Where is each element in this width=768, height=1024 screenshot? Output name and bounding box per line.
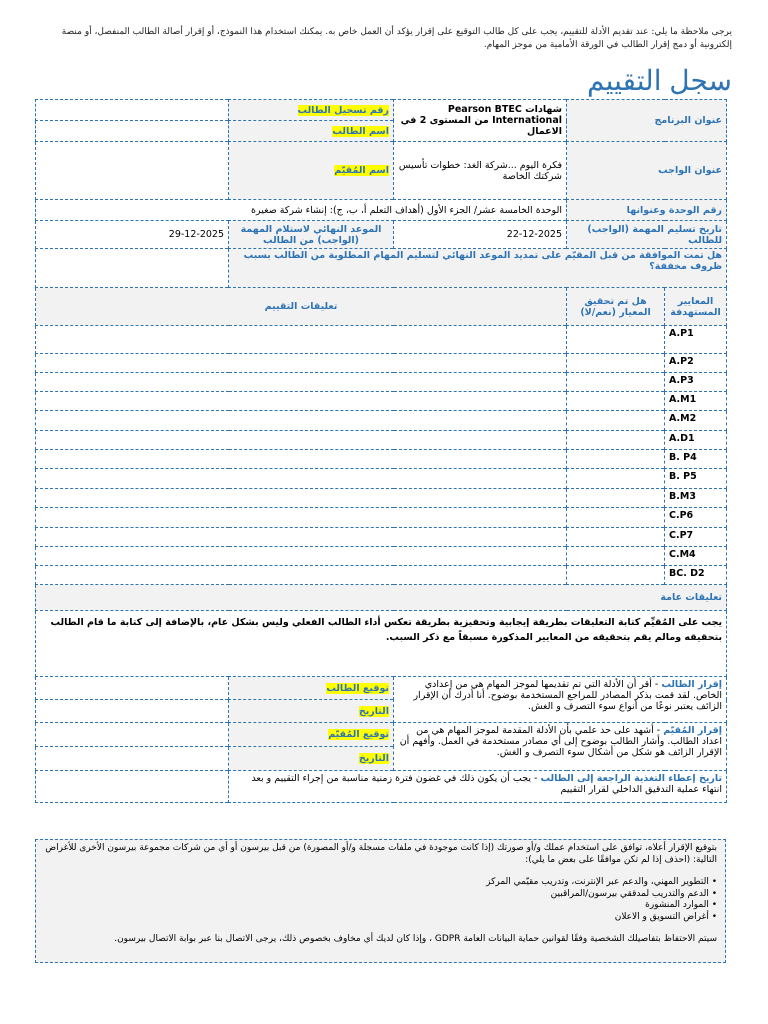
achieved-field[interactable] (567, 431, 665, 450)
criterion-code: C.M4 (665, 547, 727, 566)
general-comments-label: تعليقات عامة (36, 585, 727, 611)
comment-field[interactable] (36, 392, 567, 411)
table-row (36, 469, 727, 489)
table-row (36, 392, 727, 411)
program-value: شهادات Pearson BTEC International من المستوى 2 في الاعمال (394, 100, 567, 142)
consent-list (44, 877, 717, 923)
comment-field[interactable] (36, 354, 567, 373)
student-signature-field[interactable] (36, 677, 229, 700)
table-row (36, 489, 727, 508)
assessor-declaration-title: إقرار المُقيّم (663, 725, 723, 736)
criterion-code: C.P7 (665, 528, 727, 547)
criterion-code: A.P1 (665, 326, 727, 354)
student-name-label: اسم الطالب (332, 125, 389, 137)
feedback-return-title: تاريخ إعطاء التغذية الراجعة إلى الطالب (540, 773, 723, 784)
comment-field[interactable] (36, 431, 567, 450)
achieved-field[interactable] (567, 469, 665, 489)
consent-box (35, 839, 726, 963)
table-row (36, 508, 727, 528)
issue-date-value: 22-12-2025 (394, 221, 567, 249)
criterion-code: B. P5 (665, 469, 727, 489)
table-row (36, 411, 727, 431)
assessor-declaration-text: - أشهد على حد علمي بأن الأدلة المقدمة لموجز المهام هي من اعداد الطالب. وأشار الطالب بوضوح إلى أي مصادر مستخدمة في العمل. وأفهم أن الإقرار الزائف هو شكل من أشكال سوء التصرف و الغش. (399, 725, 723, 758)
achieved-field[interactable] (567, 392, 665, 411)
table-row (36, 450, 727, 469)
assessor-signature-field[interactable] (36, 723, 229, 747)
assessor-name-label-cell (229, 142, 394, 200)
table-row (36, 566, 727, 585)
criterion-code: B. P4 (665, 450, 727, 469)
assessor-sign-label-cell (229, 723, 394, 747)
criterion-code: B.M3 (665, 489, 727, 508)
student-declaration-text: - أقر أن الأدلة التي تم تقديمها لموجز المهام هي من إعدادي الخاص. لقد قمت بذكر المصادر للمراجع المستخدمة بوضوح. أنا أدرك أن الإقرار الزائف يعتبر نوعًا من أنواع سوء التصرف و الغش. (413, 679, 723, 712)
comment-field[interactable] (36, 469, 567, 489)
student-sign-label: توقيع الطالب (326, 682, 389, 694)
student-name-field[interactable] (36, 121, 229, 142)
achieved-field[interactable] (567, 489, 665, 508)
deadline-label: الموعد النهائي لاستلام المهمة (الواجب) من الطالب (229, 221, 394, 249)
achieved-field[interactable] (567, 450, 665, 469)
assignment-label: عنوان الواجب (567, 142, 727, 200)
achieved-field[interactable] (567, 547, 665, 566)
comment-field[interactable] (36, 450, 567, 469)
list-item: • الدعم والتدريب لمدققي بيرسون/المراقبين (44, 889, 717, 901)
comment-field[interactable] (36, 489, 567, 508)
achieved-header: هل تم تحقيق المعيار (نعم/لا) (567, 288, 665, 326)
gdpr-notice: سيتم الاحتفاظ بتفاصيلك الشخصية وفقًا لقوانين حماية البيانات العامة GDPR ، وإذا كان لديك أي مخاوف بخصوص ذلك، يرجى الاتصال بنا عبر بوابة الاتصال بيرسون. (114, 934, 717, 944)
list-item: • أغراض التسويق و الاعلان (44, 912, 717, 924)
deadline-value: 29-12-2025 (36, 221, 229, 249)
list-item: • الموارد المنشورة (44, 900, 717, 912)
unit-value: الوحدة الخامسة عشر/ الجزء الأول (أهداف التعلم أ، ب، ج): إنشاء شركة صغيرة (36, 200, 567, 221)
achieved-field[interactable] (567, 528, 665, 547)
table-row (36, 431, 727, 450)
assessor-name-label: اسم المُقيّم (334, 165, 389, 176)
issue-date-label: تاريخ تسليم المهمة (الواجب) للطالب (567, 221, 727, 249)
comment-field[interactable] (36, 373, 567, 392)
assignment-value: فكرة اليوم ...شركة الغد: خطوات تأسيس شركتك الخاصة (394, 142, 567, 200)
student-name-label-cell (229, 121, 394, 142)
page-title: سجل التقييم (587, 65, 732, 96)
comments-header: تعليقات التقييم (36, 288, 567, 326)
criterion-code: A.P3 (665, 373, 727, 392)
table-row (36, 354, 727, 373)
comment-field[interactable] (36, 326, 567, 354)
achieved-field[interactable] (567, 326, 665, 354)
criterion-code: A.M2 (665, 411, 727, 431)
student-date-field[interactable] (36, 700, 229, 723)
criterion-code: BC. D2 (665, 566, 727, 585)
assessor-date-field[interactable] (36, 747, 229, 771)
achieved-field[interactable] (567, 508, 665, 528)
student-declaration (394, 677, 727, 723)
comment-field[interactable] (36, 547, 567, 566)
table-row (36, 326, 727, 354)
table-row (36, 547, 727, 566)
criterion-code: C.P6 (665, 508, 727, 528)
list-item: • التطوير المهني، والدعم عبر الإنترنت، وتدريب مقيّمي المركز (44, 877, 717, 889)
criterion-code: A.D1 (665, 431, 727, 450)
achieved-field[interactable] (567, 373, 665, 392)
criterion-code: A.M1 (665, 392, 727, 411)
comment-field[interactable] (36, 411, 567, 431)
criteria-header: المعايير المستهدفة (665, 288, 727, 326)
achieved-field[interactable] (567, 411, 665, 431)
student-reg-field[interactable] (36, 100, 229, 121)
comment-field[interactable] (36, 508, 567, 528)
comment-field[interactable] (36, 566, 567, 585)
assessor-sign-label: توقيع المُقيّم (328, 729, 389, 740)
assessor-declaration (394, 723, 727, 771)
student-date-label-cell (229, 700, 394, 723)
assessment-record-table (35, 99, 727, 803)
criterion-code: A.P2 (665, 354, 727, 373)
feedback-return (229, 771, 727, 803)
submission-note: يرجى ملاحظة ما يلي: عند تقديم الأدلة للتقييم، يجب على كل طالب التوقيع على إقرار يؤكد أن العمل خاص به. يمكنك استخدام هذا النموذج، أو إقرار أصالة الطالب المنفصل، أو منصة إلكترونية أو دمج إقرار الطالب في الورقة الأمامية من موجز المهام. (61, 27, 732, 50)
consent-intro: بتوقيع الإقرار أعلاه، توافق على استخدام عملك و/أو صورتك (إذا كانت موجودة في ملفات مسجلة و/أو المصورة) من قبل بيرسون أو أي من شركات مجموعة بيرسون الأخرى للأغراض التالية: (احذف إذا لم تكن موافقًا على بعض ما يلي): (45, 843, 717, 865)
feedback-return-text: - يجب أن يكون ذلك في غضون فترة زمنية مناسبة من إجراء التقييم و بعد انتهاء عملية التدقيق الداخلي لقرار التقييم (251, 773, 723, 795)
achieved-field[interactable] (567, 566, 665, 585)
student-reg-label-cell (229, 100, 394, 121)
unit-label: رقم الوحدة وعنوانها (567, 200, 727, 221)
student-declaration-title: إقرار الطالب (661, 679, 723, 690)
comment-field[interactable] (36, 528, 567, 547)
assessor-date-label: التاريخ (358, 753, 389, 764)
student-sign-label-cell (229, 677, 394, 700)
assessor-name-field[interactable] (36, 142, 229, 200)
program-label: عنوان البرنامج (567, 100, 727, 142)
extension-answer-field[interactable] (36, 249, 229, 288)
extension-question: هل تمت الموافقة من قبل المقيّم على تمديد الموعد النهائي لتسليم المهام المطلوبة من الطالب بسبب ظروف مخففة؟ (229, 249, 727, 288)
achieved-field[interactable] (567, 354, 665, 373)
table-row (36, 528, 727, 547)
student-date-label: التاريخ (358, 705, 389, 717)
feedback-date-field[interactable] (36, 771, 229, 803)
assessor-date-label-cell (229, 747, 394, 771)
general-comments-text[interactable]: يجب على المُقيِّم كتابة التعليقات بطريقة إيجابية وتحفيزية بطريقة تعكس أداء الطالب الفعلي وليس بشكل عام، بالإضافة إلى كتابة ما قام الطالب بتحقيقه ومالم يقم بتحقيقه من المعايير المذكورة مسبقاً مع ذكر السبب. (36, 611, 727, 677)
table-row (36, 373, 727, 392)
student-reg-label: رقم تسجيل الطالب (297, 104, 389, 116)
